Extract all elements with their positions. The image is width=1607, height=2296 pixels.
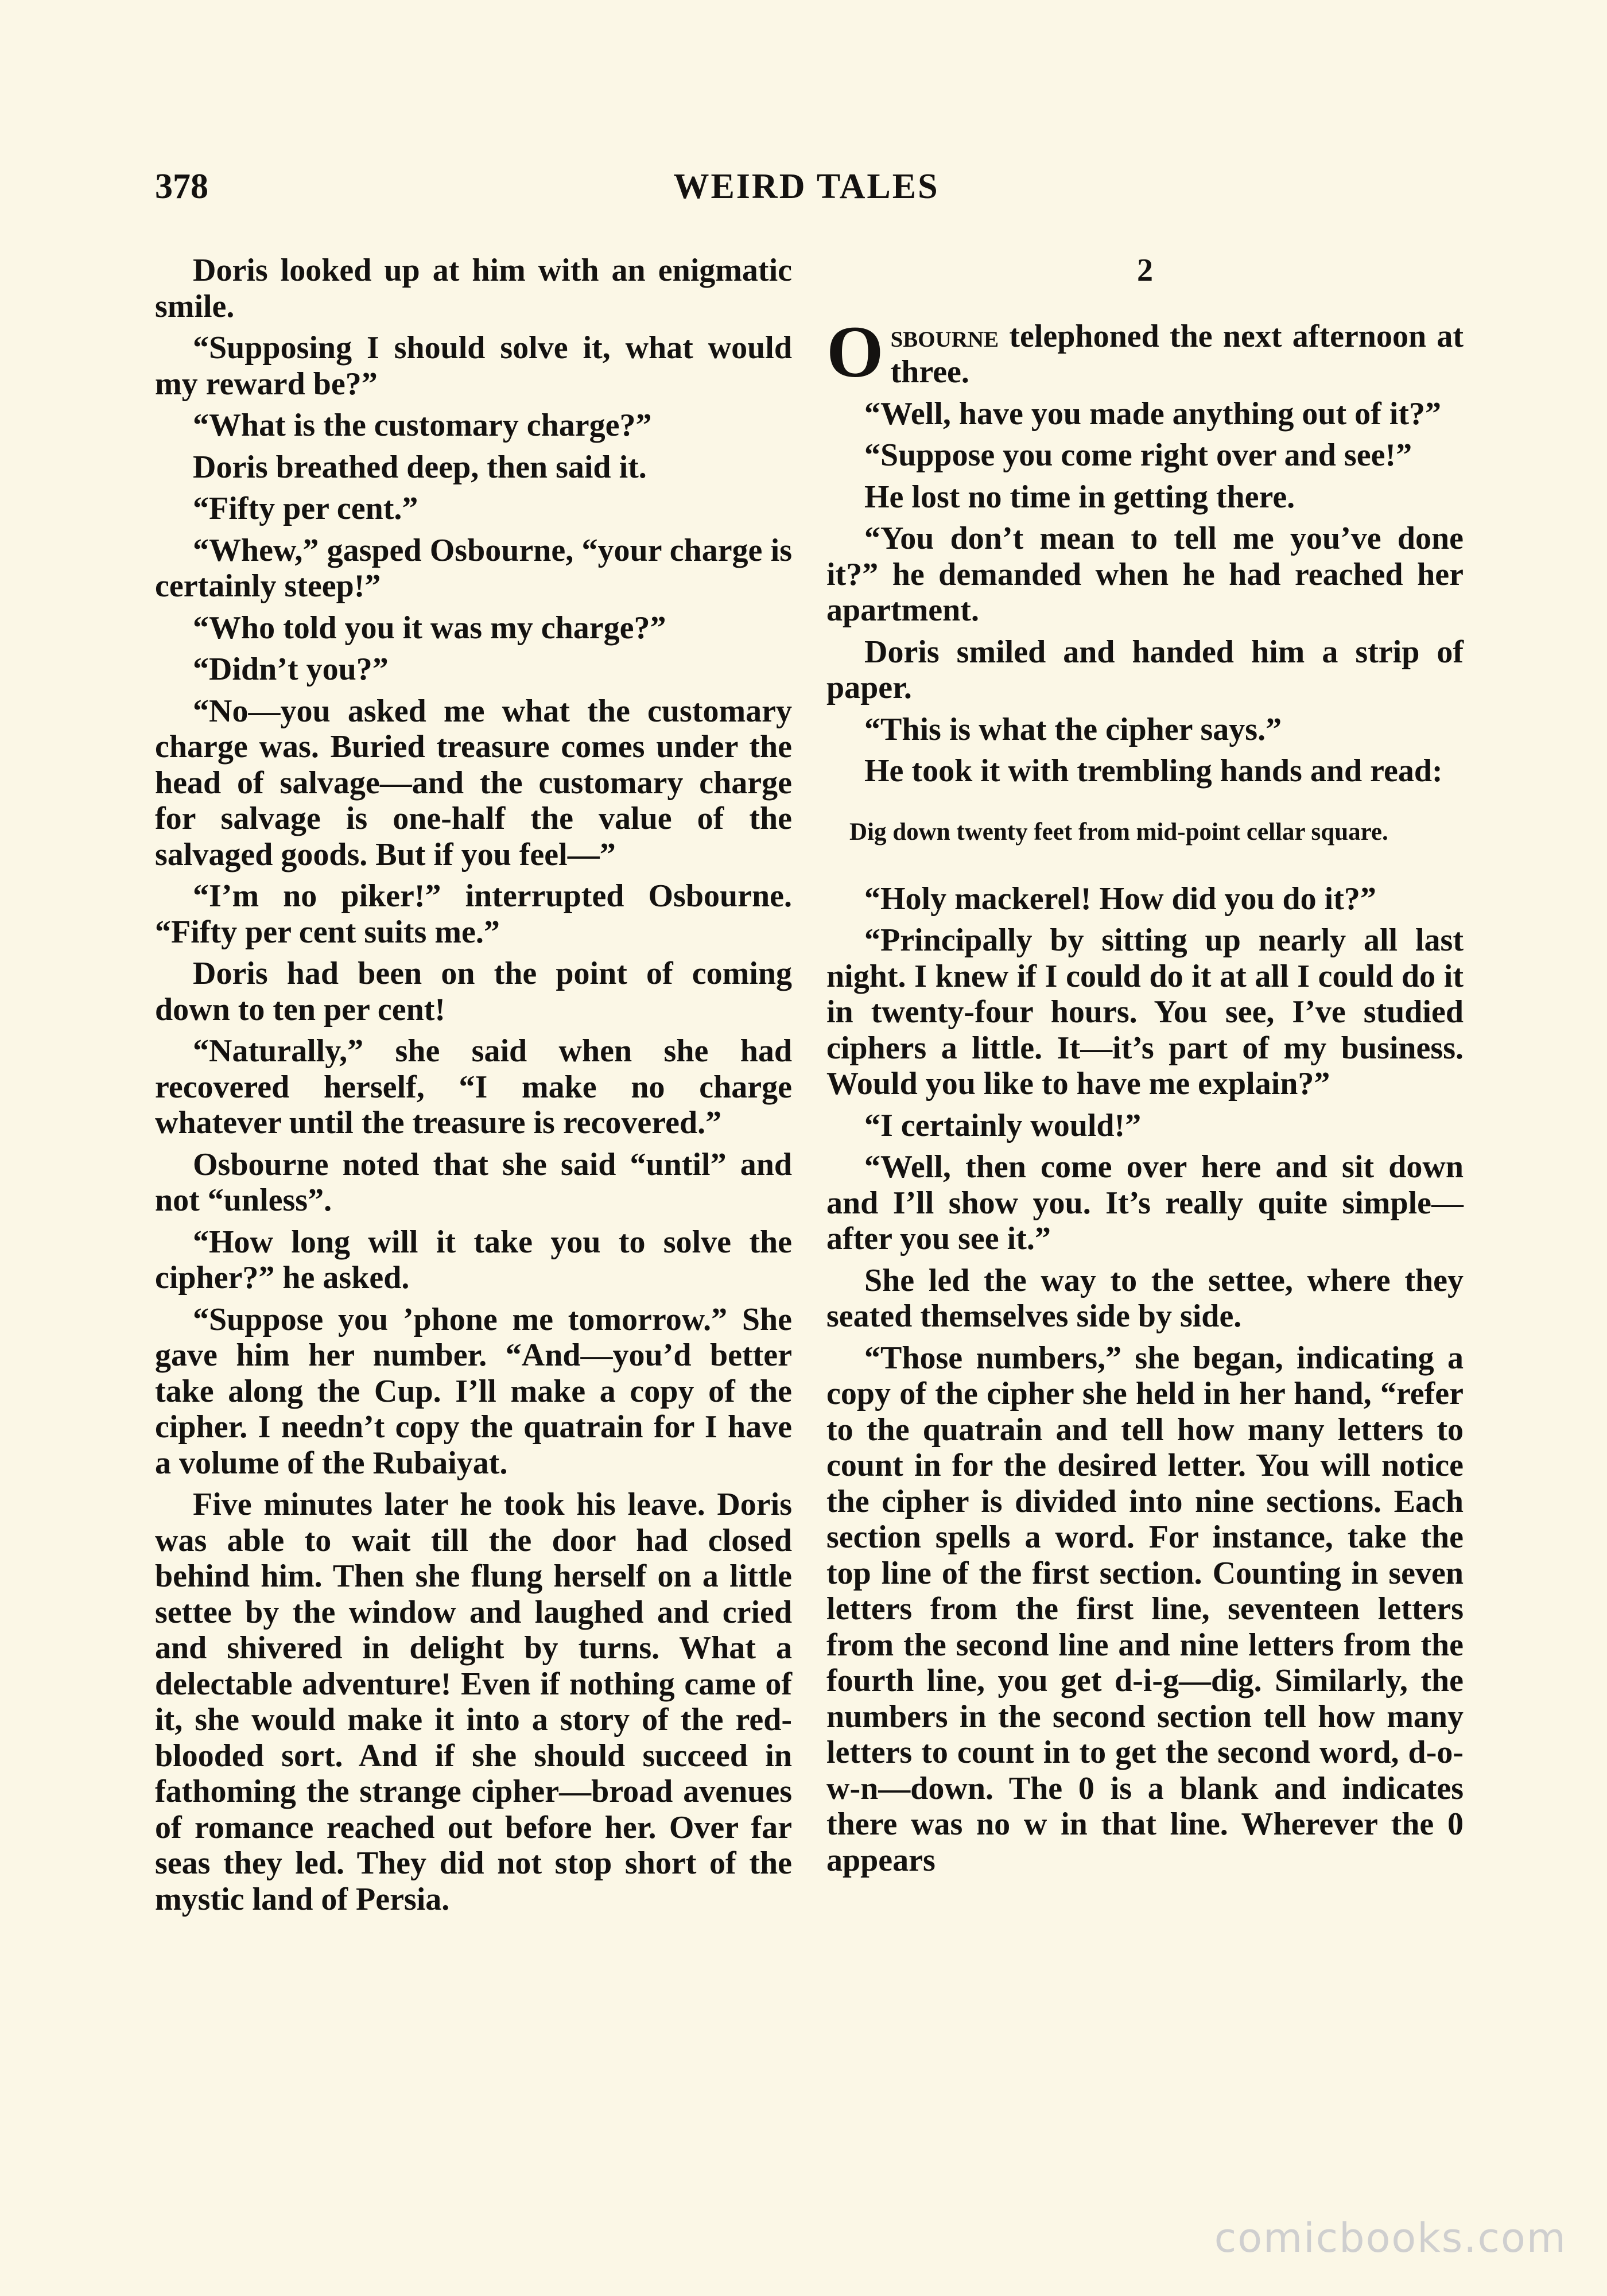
paragraph: He took it with trembling hands and read: (864, 753, 1443, 789)
left-column (155, 253, 792, 1923)
paragraph: “Well, have you made anything out of it?” (864, 395, 1441, 432)
right-column (826, 253, 1464, 1884)
paragraph: “Principally by sitting up nearly all last night. I knew if I could do it at all I could do it in twenty-four hours. You see, I’ve studied ciphers a little. It—it’s part of my business. Would you like to have me explain?” (826, 922, 1464, 1102)
paragraph: “Holy mackerel! How did you do it?” (864, 881, 1376, 917)
paragraph: “Suppose you come right over and see!” (864, 437, 1412, 473)
paragraph: “Naturally,” she said when she had recovered herself, “I make no charge whatever until the treasure is recovered.” (155, 1033, 792, 1141)
paragraph: Osbourne noted that she said “until” and not “unless”. (155, 1146, 792, 1218)
paragraph: “Fifty per cent.” (193, 491, 418, 526)
paragraph: Doris breathed deep, then said it. (193, 449, 647, 485)
paragraph: “How long will it take you to solve the cipher?” he asked. (155, 1224, 792, 1296)
cipher-message: Dig down twenty feet from mid-point cellar square. (849, 818, 1388, 846)
paragraph: “What is the customary charge?” (193, 408, 652, 443)
paragraph: “Who told you it was my charge?” (193, 610, 666, 646)
page-header (155, 166, 1458, 218)
watermark: comicbooks.com (1214, 2214, 1567, 2262)
paragraph: He lost no time in getting there. (864, 479, 1295, 515)
paragraph: “Suppose you ’phone me tomorrow.” She gave him her number. “And—you’d better take along the Cup. I’ll make a copy of the cipher. I needn’t copy the quatrain for I have a volume of the Rubaiyat. (155, 1301, 792, 1481)
paragraph: “Whew,” gasped Osbourne, “your charge is certainly steep!” (155, 532, 792, 604)
paragraph: “Well, then come over here and sit down and I’ll show you. It’s really quite simple—after you see it.” (826, 1149, 1464, 1256)
paragraph: Doris had been on the point of coming down to ten per cent! (155, 956, 792, 1027)
paragraph-text: telephoned the next afternoon at three. (890, 318, 1464, 390)
paragraph: “Those numbers,” she began, indicating a copy of the cipher she held in her hand, “refer to the quatrain and tell how many letters to count in for the desired letter. You will notice the cipher is divided into nine sections. Each section spells a word. For instance, take the top line of the first section. Counting in seven letters from the first line, seventeen letters from the second line and nine letters from the fourth line, you get d-i-g—dig. Similarly, the numbers in the second section tell how many letters to count in to get the second word, d-o-w-n—down. The 0 is a blank and indicates there was no w in that line. Wherever the 0 appears (826, 1340, 1464, 1878)
paragraph: “You don’t mean to tell me you’ve done it?” he demanded when he had reached her apartment. (826, 521, 1464, 628)
drop-cap: O (826, 311, 884, 393)
paragraph: “Didn’t you?” (193, 651, 389, 687)
paragraph: She led the way to the settee, where they seated themselves side by side. (826, 1262, 1464, 1334)
paragraph (826, 311, 1464, 393)
section-number: 2 (1137, 253, 1153, 288)
paragraph: “Supposing I should solve it, what would my reward be?” (155, 330, 792, 402)
running-head: WEIRD TALES (673, 167, 940, 206)
small-caps-name: sbourne (890, 318, 999, 354)
page-number: 378 (155, 167, 208, 206)
paragraph: “This is what the cipher says.” (864, 711, 1282, 747)
paragraph: “I’m no piker!” interrupted Osbourne. “Fifty per cent suits me.” (155, 878, 792, 950)
paragraph: “I certainly would!” (864, 1107, 1142, 1143)
paragraph: Five minutes later he took his leave. Doris was able to wait till the door had closed behind him. Then she flung herself on a little settee by the window and laughed and cried and shivered in delight by turns. What a delectable adventure! Even if nothing came of it, she would make it into a story of the red-blooded sort. And if she should succeed in fathoming the strange cipher—broad avenues of romance reached out before her. Over far seas they led. They did not stop short of the mystic land of Persia. (155, 1487, 792, 1917)
paragraph: “No—you asked me what the customary charge was. Buried treasure comes under the head of salvage—and the customary charge for salvage is one-half the value of the salvaged goods. But if you feel—” (155, 693, 792, 872)
paragraph: Doris smiled and handed him a strip of paper. (826, 634, 1464, 705)
paragraph: Doris looked up at him with an enigmatic smile. (155, 253, 792, 324)
